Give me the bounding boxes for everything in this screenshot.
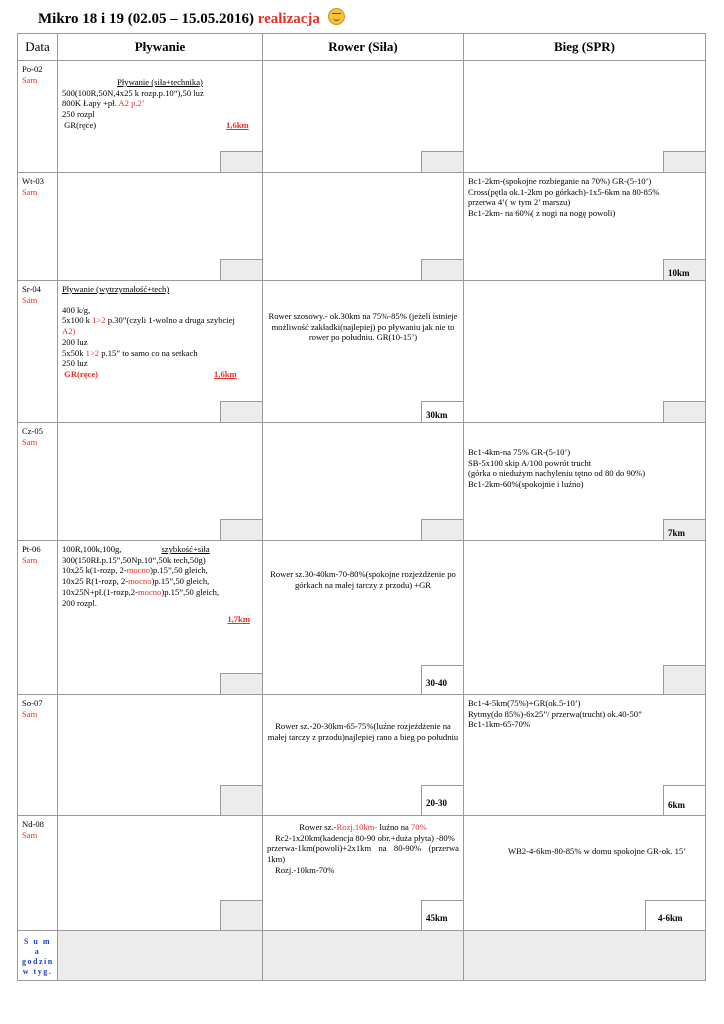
swim-cell bbox=[58, 695, 263, 816]
bike-cell bbox=[263, 61, 464, 173]
run-distance: 4-6km bbox=[645, 900, 705, 930]
summary-row bbox=[18, 931, 706, 981]
day-cell bbox=[18, 541, 58, 695]
bike-description: Rower sz.30-40km-70-80%(spokojne rozjeżdżenie po górkach na małej tarczy z przodu) +GR bbox=[270, 569, 456, 590]
day-label: So-07 bbox=[22, 698, 43, 708]
swim-distance: 1,6km bbox=[226, 119, 249, 130]
swim-line: 250 luz bbox=[62, 358, 88, 369]
athlete-label: Sam bbox=[22, 436, 38, 447]
swim-line: 200 luz bbox=[62, 336, 88, 347]
day-label: Cz-05 bbox=[22, 426, 44, 436]
swim-summary-box bbox=[220, 673, 262, 694]
run-line: przerwa 4’( w tym 2’ marszu) bbox=[468, 197, 571, 208]
run-line: (górka o niedużym nachyleniu tętno od 80 do 90%) bbox=[468, 468, 646, 479]
day-cell bbox=[18, 423, 58, 541]
day-cell bbox=[18, 695, 58, 816]
run-cell bbox=[464, 61, 706, 173]
bike-distance: 45km bbox=[421, 900, 463, 930]
bike-distance: 20-30 bbox=[421, 785, 463, 815]
bike-summary-box bbox=[421, 151, 463, 172]
run-line: Bc1-2km- na 60%( z nogi na nogę powoli) bbox=[468, 208, 616, 219]
day-cell bbox=[18, 61, 58, 173]
day-label: Pt-06 bbox=[22, 544, 41, 554]
table-row bbox=[18, 423, 706, 541]
table-row bbox=[18, 173, 706, 281]
swim-line: 250 rozpl bbox=[62, 109, 95, 120]
swim-line: 100R,100k,100g, szybkość+siła bbox=[62, 544, 210, 554]
run-cell bbox=[464, 281, 706, 423]
athlete-label: Sam bbox=[22, 294, 38, 305]
bike-cell bbox=[263, 695, 464, 816]
swim-cell bbox=[58, 173, 263, 281]
col-header-bike: Rower (Siła) bbox=[263, 34, 464, 61]
day-cell bbox=[18, 816, 58, 931]
title-text: Mikro 18 i 19 (02.05 – 15.05.2016) bbox=[38, 11, 254, 27]
bike-cell bbox=[263, 423, 464, 541]
swim-cell bbox=[58, 816, 263, 931]
run-summary-box bbox=[663, 151, 705, 172]
swim-summary-box bbox=[220, 900, 262, 930]
day-label: Sr-04 bbox=[22, 284, 41, 294]
run-distance: 6km bbox=[663, 785, 705, 815]
smiley-icon bbox=[328, 8, 345, 25]
day-label: Nd-08 bbox=[22, 819, 44, 829]
swim-summary-box bbox=[220, 519, 262, 540]
swim-line: 5x50k 1>2 p.15” to samo co na setkach bbox=[62, 347, 198, 358]
run-line: SB-5x100 skip A/100 powrót trucht bbox=[468, 457, 592, 468]
header-row bbox=[18, 34, 706, 61]
bike-summary-box bbox=[421, 519, 463, 540]
day-cell bbox=[18, 281, 58, 423]
swim-line: A2) bbox=[62, 326, 76, 337]
swim-line: 200 rozpl. bbox=[62, 597, 97, 608]
swim-title: Pływanie (wytrzymałość+tech) bbox=[62, 284, 170, 294]
swim-title: Pływanie (siła+technika) bbox=[117, 77, 203, 87]
table-row bbox=[18, 281, 706, 423]
swim-summary-box bbox=[220, 785, 262, 815]
run-distance: 7km bbox=[663, 519, 705, 540]
run-cell bbox=[464, 541, 706, 695]
run-line: Cross(pętla ok.1-2km po górkach)-1x5-6km na 80-85% bbox=[468, 186, 660, 197]
swim-line: 10x25 R(1-rozp, 2-mocno)p.15”,50 gleich, bbox=[62, 576, 210, 587]
swim-summary-box bbox=[220, 259, 262, 280]
swim-line: 5x100 k 1>2 p.30”(czyli 1-wolno a druga szybciej bbox=[62, 315, 235, 326]
page-title bbox=[38, 8, 345, 28]
summary-swim-cell bbox=[58, 931, 263, 981]
swim-line: 400 k/g, bbox=[62, 304, 91, 315]
run-cell bbox=[464, 816, 706, 931]
run-line: Bc1-4km-na 75% GR-(5-10’) bbox=[468, 447, 571, 457]
run-line: Bc1-2km-(spokojne rozbieganie na 70%) GR-(5-10’) bbox=[468, 176, 652, 186]
run-summary-box bbox=[663, 665, 705, 694]
run-line: Bc1-4-5km(75%)+GR(ok.5-10’) bbox=[468, 698, 581, 708]
day-label: Wt-03 bbox=[22, 176, 44, 186]
bike-line: Rc2-1x20km(kadencja 80-90 obr.+duża płyta) -80% bbox=[275, 832, 455, 843]
bike-cell bbox=[263, 281, 464, 423]
bike-line: Rower sz.-Rozj.10km- luźno na 70% bbox=[299, 822, 427, 832]
training-plan-table bbox=[17, 33, 706, 981]
athlete-label: Sam bbox=[22, 708, 38, 719]
table-row bbox=[18, 61, 706, 173]
bike-cell bbox=[263, 173, 464, 281]
swim-line: GR(ręce) 1,6km bbox=[64, 119, 249, 130]
col-header-swim: Pływanie bbox=[58, 34, 263, 61]
summary-run-cell bbox=[464, 931, 706, 981]
swim-distance: 1,7km bbox=[227, 614, 250, 625]
bike-cell bbox=[263, 541, 464, 695]
swim-line: 800K Łapy +pł. A2 p.2’ bbox=[62, 98, 145, 109]
run-description: WB2-4-6km-80-85% w domu spokojne GR-ok. 15’ bbox=[508, 846, 687, 856]
bike-description: Rower szosowy.- ok.30km na 75%-85% (jeżeli istnieje możliwość zakładki(najlepiej) po pływaniu jak nie to rower po południu. GR(10-15’) bbox=[268, 311, 458, 343]
col-header-run: Bieg (SPR) bbox=[464, 34, 706, 61]
athlete-label: Sam bbox=[22, 74, 38, 85]
swim-cell bbox=[58, 61, 263, 173]
run-cell bbox=[464, 423, 706, 541]
athlete-label: Sam bbox=[22, 554, 38, 565]
bike-description: Rower sz.-20-30km-65-75%(luźne rozjeżdżenie na małej tarczy z przodu)najlepiej rano a bieg po południu bbox=[267, 721, 459, 742]
table-row bbox=[18, 695, 706, 816]
summary-label: S u m a godzin w tyg. bbox=[18, 931, 58, 981]
swim-summary-box bbox=[220, 401, 262, 422]
swim-line: 10x25N+pł.(1-rozp,2-mocno)p.15”,50 gleich, bbox=[62, 586, 220, 597]
table-row bbox=[18, 541, 706, 695]
swim-cell bbox=[58, 423, 263, 541]
col-header-date: Data bbox=[18, 34, 58, 61]
athlete-label: Sam bbox=[22, 829, 38, 840]
run-line: Rytmy(do 85%)-6x25”/ przerwa(trucht) ok.40-50” bbox=[468, 708, 642, 719]
swim-cell bbox=[58, 541, 263, 695]
summary-bike-cell bbox=[263, 931, 464, 981]
bike-distance: 30-40 bbox=[421, 665, 463, 694]
swim-line: 300(150RŁp.15”,50Np.10“,50k tech,50g) bbox=[62, 554, 206, 565]
status-label: realizacja bbox=[257, 11, 320, 27]
run-line: Bc1-1km-65-70% bbox=[468, 719, 531, 730]
run-distance: 10km bbox=[663, 259, 705, 280]
table-row bbox=[18, 816, 706, 931]
swim-distance: 1,6km bbox=[214, 369, 237, 380]
swim-cell bbox=[58, 281, 263, 423]
swim-line: 10x25 k(1-rozp, 2-mocno)p.15”,50 gleich, bbox=[62, 565, 208, 576]
bike-line: przerwa-1km(powoli)+2x1km na 80-90% (przerwa 1km) bbox=[267, 843, 459, 865]
bike-cell bbox=[263, 816, 464, 931]
run-cell bbox=[464, 695, 706, 816]
bike-line: Rozj.-10km-70% bbox=[275, 864, 335, 875]
run-line: Bc1-2km-60%(spokojnie i luźno) bbox=[468, 479, 584, 490]
run-cell bbox=[464, 173, 706, 281]
bike-distance: 30km bbox=[421, 401, 463, 422]
day-label: Po-02 bbox=[22, 64, 43, 74]
swim-line: 500(100R,50N,4x25 k rozp.p.10“),50 luz bbox=[62, 87, 204, 98]
swim-line: GR(ręce) 1,6km bbox=[64, 369, 237, 380]
swim-summary-box bbox=[220, 151, 262, 172]
athlete-label: Sam bbox=[22, 186, 38, 197]
run-summary-box bbox=[663, 401, 705, 422]
day-cell bbox=[18, 173, 58, 281]
bike-summary-box bbox=[421, 259, 463, 280]
